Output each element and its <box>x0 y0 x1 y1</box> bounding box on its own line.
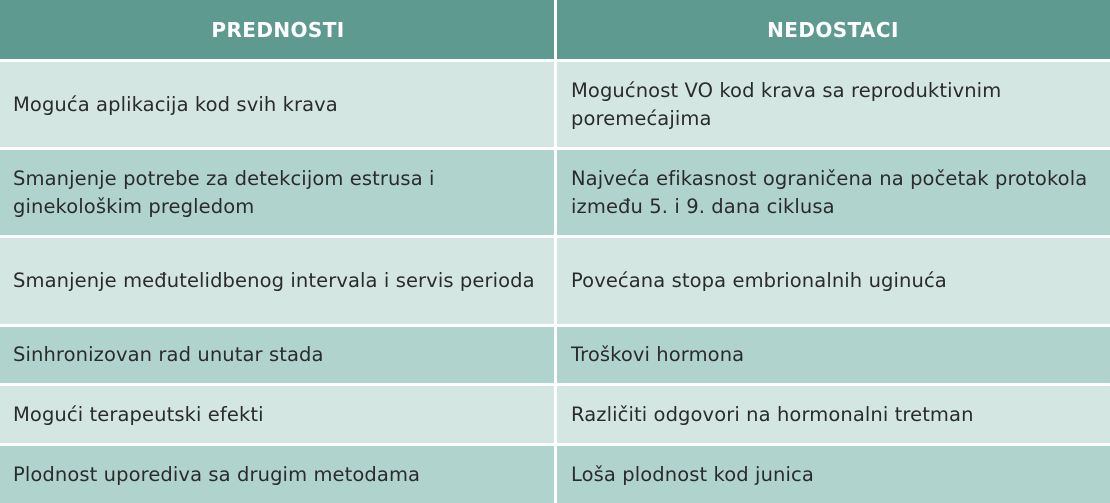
header-nedostaci: NEDOSTACI <box>556 0 1110 59</box>
disadvantage-cell: Povećana stopa embrionalnih uginuća <box>556 238 1110 324</box>
advantage-cell: Mogući terapeutski efekti <box>0 386 556 443</box>
disadvantage-cell: Troškovi hormona <box>556 327 1110 383</box>
disadvantage-cell: Najveća efikasnost ograničena na početak protokola između 5. i 9. dana ciklusa <box>556 150 1110 235</box>
advantage-cell: Plodnost uporediva sa drugim metodama <box>0 446 556 503</box>
advantage-cell: Moguća aplikacija kod svih krava <box>0 62 556 147</box>
advantage-cell: Smanjenje međutelidbenog intervala i servis perioda <box>0 238 556 324</box>
disadvantage-cell: Loša plodnost kod junica <box>556 446 1110 503</box>
advantage-cell: Sinhronizovan rad unutar stada <box>0 327 556 383</box>
column-divider <box>554 0 557 503</box>
disadvantage-cell: Mogućnost VO kod krava sa reproduktivnim poremećajima <box>556 62 1110 147</box>
header-prednosti: PREDNOSTI <box>0 0 556 59</box>
advantage-cell: Smanjenje potrebe za detekcijom estrusa i ginekološkim pregledom <box>0 150 556 235</box>
disadvantage-cell: Različiti odgovori na hormonalni tretman <box>556 386 1110 443</box>
